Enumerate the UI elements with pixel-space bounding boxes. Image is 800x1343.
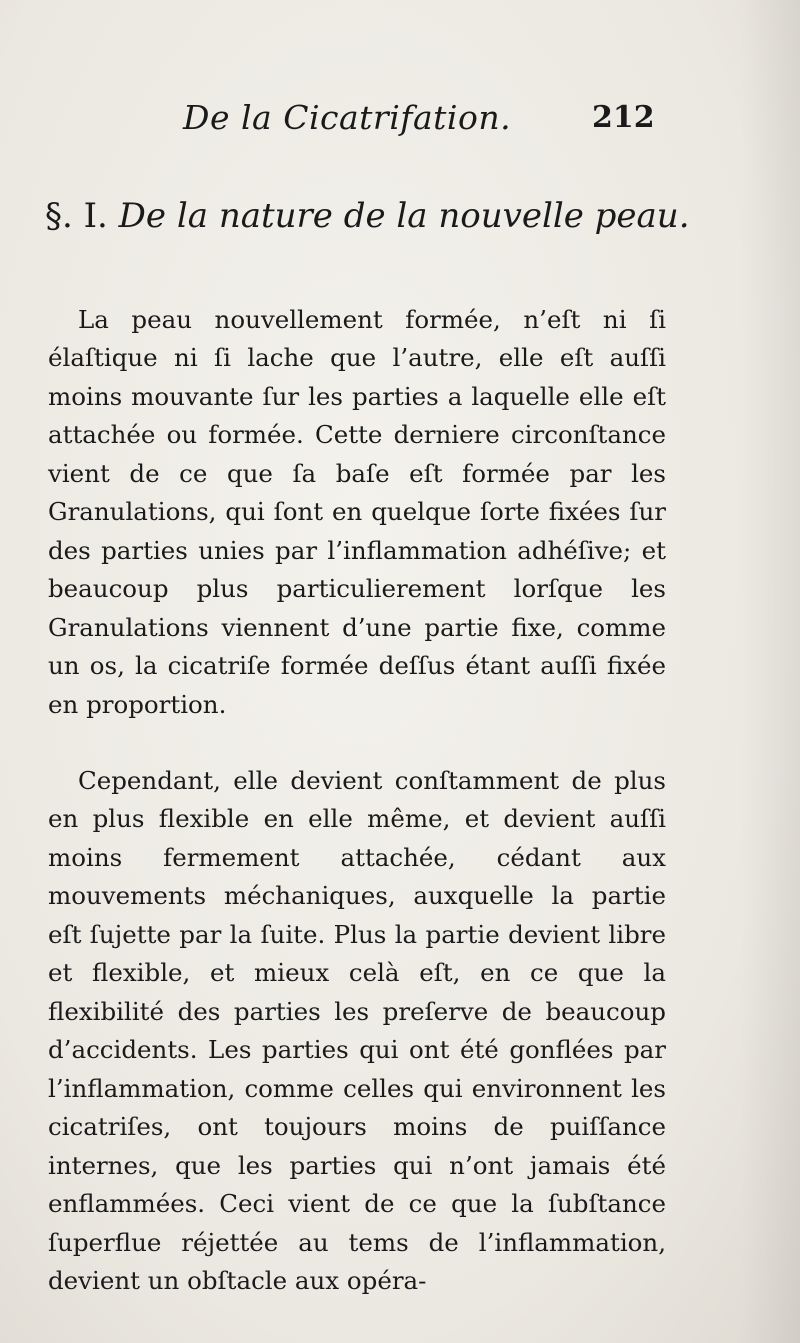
- page-number: 212: [592, 100, 655, 135]
- running-title: De la Cicatrifation.: [183, 98, 512, 137]
- paragraph-2: Cependant, elle devient conſtamment de plus en plus flexible en elle même, et devient auſſi moins fermement attachée, cédant aux mouvements méchaniques, auxquelle la partie eſt ſujette par la ſuite. Plus la partie devient libre et flexible, et mieux celà eſt, en ce que la flexibilité des parties les preſerve de beaucoup d’accidents. Les parties qui ont été gonflées par l’inflammation, comme celles qui environnent les cicatriſes, ont toujours moins de puiſſance internes, que les parties qui n’ont jamais été enflammées. Ceci vient de ce que la ſubſtance ſuperflue réjettée au tems de l’inflammation, devient un obſtacle aux opéra-: [48, 765, 666, 1295]
- page-edge-shadow: [740, 0, 800, 1343]
- paragraph-1: La peau nouvellement formée, n’eſt ni ſi élaſtique ni ſi lache que l’autre, elle eſt auſſi moins mouvante ſur les parties a laquelle elle eſt attachée ou formée. Cette derniere circonſtance vient de ce que ſa baſe eſt formée par les Granulations, qui ſont en quelque ſorte fixées ſur des parties unies par l’inflammation adhéſive; et beaucoup plus particulierement lorſque les Granulations viennent d’une partie fixe, comme un os, la cicatriſe formée deſſus étant auſſi fixée en proportion.: [48, 304, 666, 719]
- section-mark: §. I.: [45, 196, 108, 236]
- running-head: [0, 98, 800, 148]
- section-title: De la nature de la nouvelle peau.: [118, 196, 690, 236]
- section-heading: [45, 190, 690, 242]
